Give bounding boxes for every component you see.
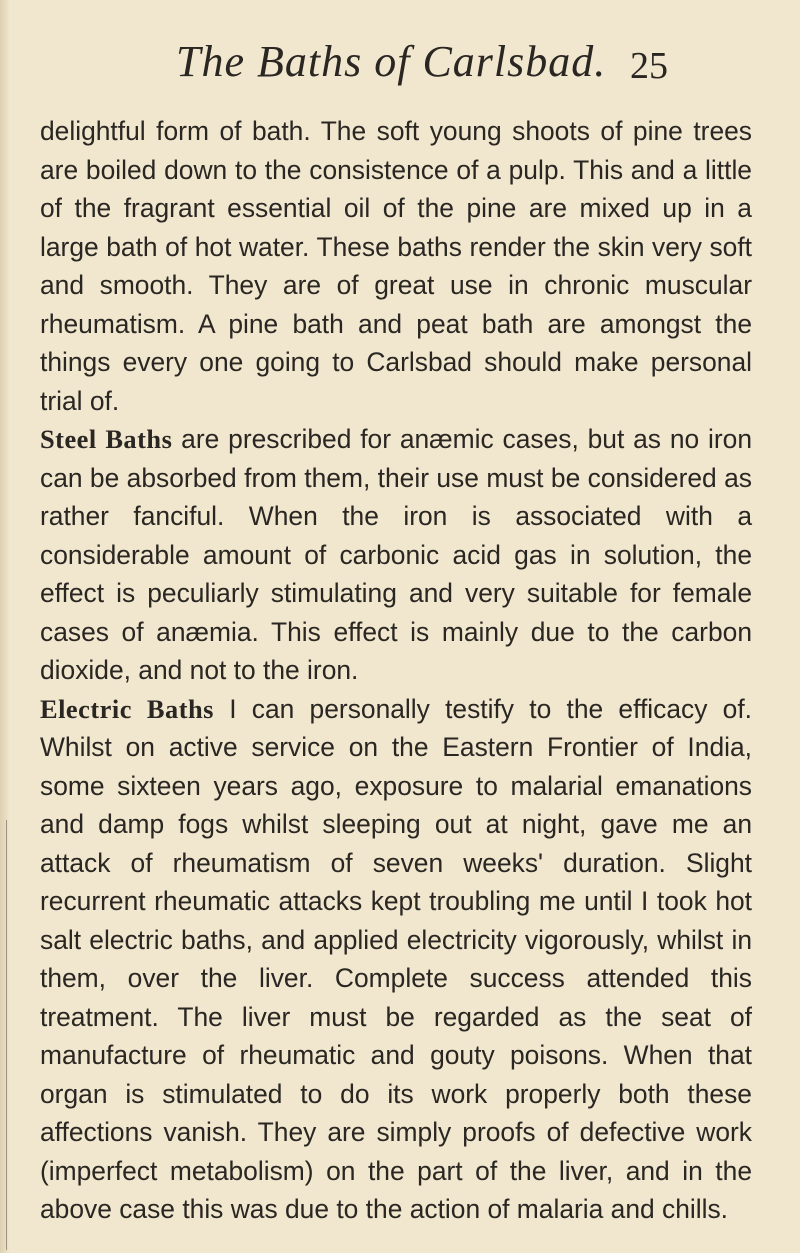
page-number: 25 [630,45,668,87]
running-title: The Baths of Carlsbad. [176,37,607,86]
page-header [0,36,800,96]
paragraph-3-text: I can personally testify to the efficacy of. Whilst on active service on the Eastern Frontier of India, some sixteen years ago, exposure to malarial emanations and damp fogs whilst sleeping out at night, gave me an attack of rheumatism of seven weeks' duration. Slight recurrent rheumatic attacks kept troubling me until I took hot salt electric baths, and applied electricity vigorously, whilst in them, over the liver. Complete success attended this treatment. The liver must be regarded as the seat of manufacture of rheumatic and gouty poisons. When that organ is stimulated to do its work properly both these affections vanish. They are simply proofs of defective work (imperfect metabolism) on the part of the liver, and in the above case this was due to the action of malaria and chills. [40,693,752,1224]
page-edge [0,0,10,1253]
paragraph-2-heading: Steel Baths [40,424,173,454]
body-text [40,112,752,1229]
paragraph-1 [40,112,752,420]
paragraph-2-text: are prescribed for anæmic cases, but as no iron can be absorbed from them, their use must be considered as rather fanciful. When the iron is associated with a considerable amount of carbonic acid gas in solution, the effect is peculiarly stimulating and very suitable for female cases of anæmia. This effect is mainly due to the carbon dioxide, and not to the iron. [40,424,753,685]
page-edge-line [6,820,7,1250]
paragraph-2 [40,420,752,690]
paragraph-1-text: delightful form of bath. The soft young shoots of pine trees are boiled down to the consistence of a pulp. This and a little of the fragrant essential oil of the pine are mixed up in a large bath of hot water. These baths render the skin very soft and smooth. They are of great use in chronic muscular rheumatism. A pine bath and peat bath are amongst the things every one going to Carlsbad should make personal trial of. [40,116,752,416]
paragraph-3 [40,690,752,1229]
paragraph-3-heading: Electric Baths [40,693,214,724]
